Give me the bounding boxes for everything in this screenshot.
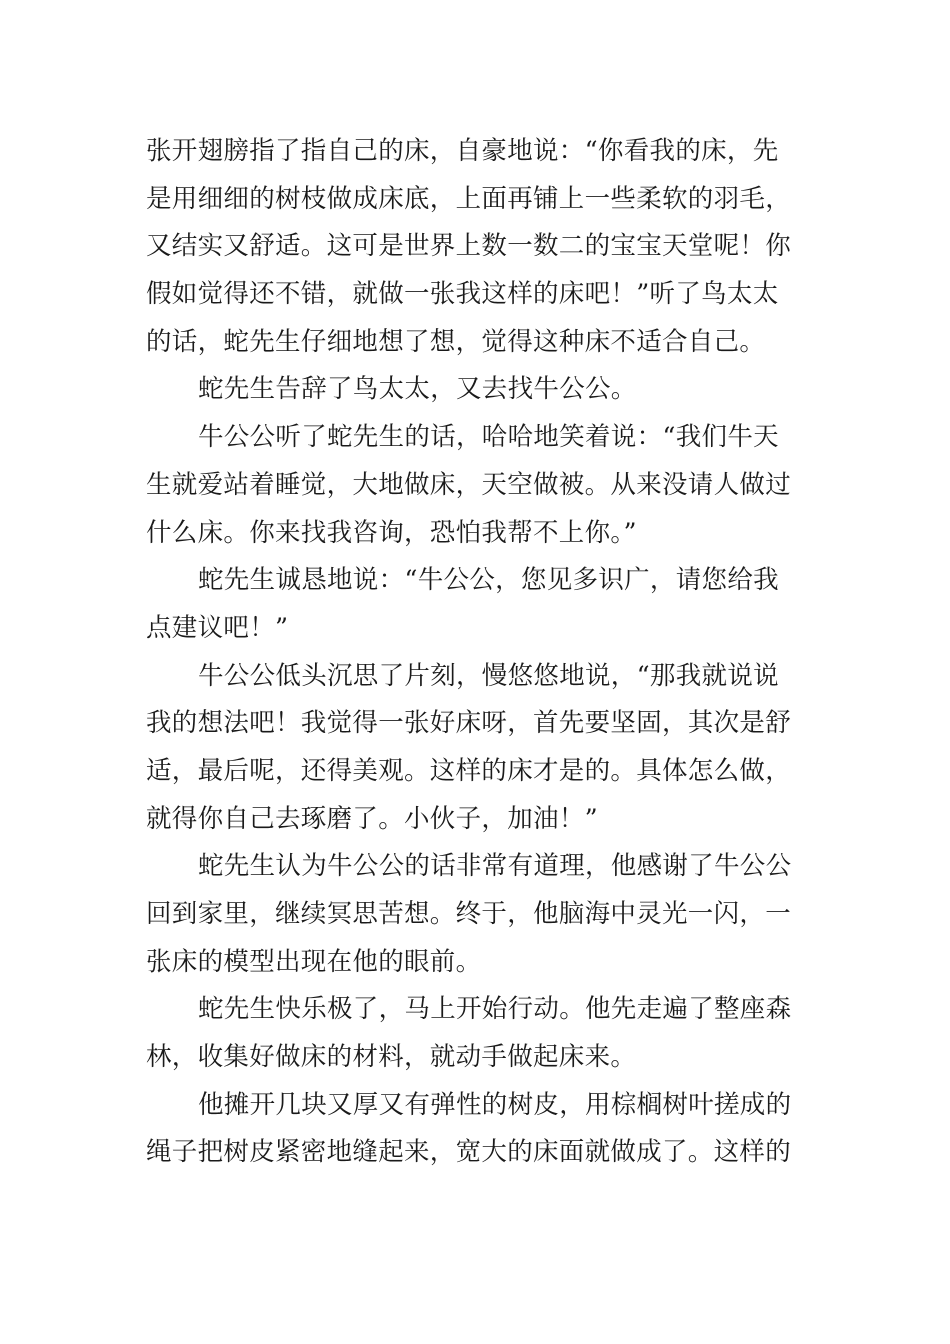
text-line: 什么床。你来找我咨询，恐怕我帮不上你。” xyxy=(146,517,637,548)
text-line: 林，收集好做床的材料，就动手做起床来。 xyxy=(146,1042,637,1073)
text-line: 我的想法吧！我觉得一张好床呀，首先要坚固，其次是舒 xyxy=(146,708,792,739)
paragraph-start-line: 他摊开几块又厚又有弹性的树皮，用棕榈树叶搓成的 xyxy=(198,1089,792,1120)
text-line: 的话，蛇先生仔细地想了想，觉得这种床不适合自己。 xyxy=(146,326,766,357)
text-line: 又结实又舒适。这可是世界上数一数二的宝宝天堂呢！你 xyxy=(146,231,792,262)
paragraph-start-line: 蛇先生告辞了鸟太太，又去找牛公公。 xyxy=(198,374,637,405)
text-line: 是用细细的树枝做成床底，上面再铺上一些柔软的羽毛， xyxy=(146,183,792,214)
text-line: 绳子把树皮紧密地缝起来，宽大的床面就做成了。这样的 xyxy=(146,1137,792,1168)
paragraph-start-line: 牛公公低头沉思了片刻，慢悠悠地说，“那我就说说 xyxy=(198,660,779,691)
text-line: 生就爱站着睡觉，大地做床，天空做被。从来没请人做过 xyxy=(146,469,792,500)
text-line: 适，最后呢，还得美观。这样的床才是的。具体怎么做， xyxy=(146,755,792,786)
text-line: 张开翅膀指了指自己的床，自豪地说：“你看我的床，先 xyxy=(146,136,779,166)
paragraph-start-line: 蛇先生快乐极了，马上开始行动。他先走遍了整座森 xyxy=(198,994,792,1025)
text-line: 点建议吧！” xyxy=(146,612,289,643)
story-text xyxy=(146,128,808,1177)
text-line: 张床的模型出现在他的眼前。 xyxy=(146,946,482,977)
paragraph-start-line: 牛公公听了蛇先生的话，哈哈地笑着说：“我们牛天 xyxy=(198,422,779,453)
text-line: 回到家里，继续冥思苦想。终于，他脑海中灵光一闪，一 xyxy=(146,899,792,929)
paragraph-start-line: 蛇先生认为牛公公的话非常有道理，他感谢了牛公公 xyxy=(198,851,792,882)
text-line: 就得你自己去琢磨了。小伙子，加油！” xyxy=(146,803,598,834)
text-line: 假如觉得还不错，就做一张我这样的床吧！”听了鸟太太 xyxy=(146,279,779,310)
paragraph-start-line: 蛇先生诚恳地说：“牛公公，您见多识广，请您给我 xyxy=(198,565,779,596)
